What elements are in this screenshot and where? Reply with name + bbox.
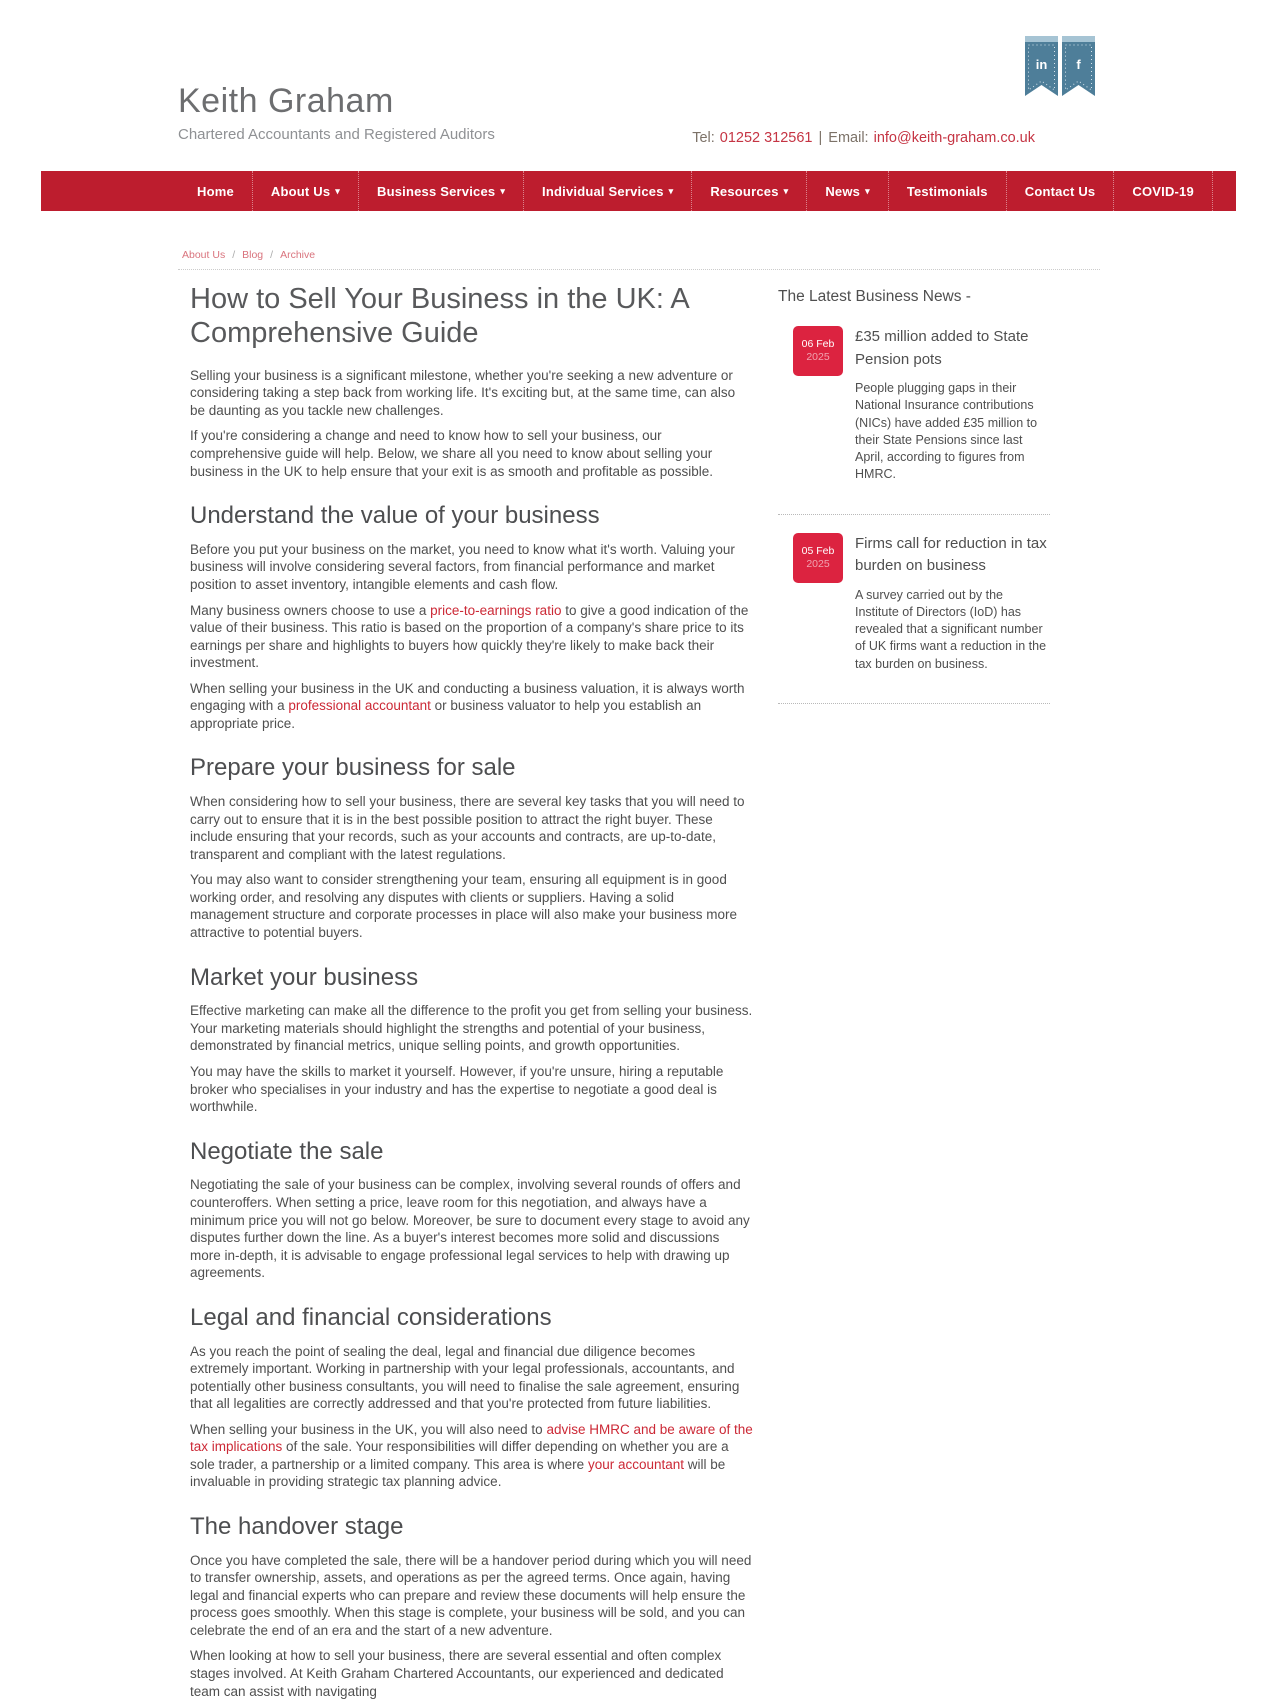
article-paragraph: When looking at how to sell your business, there are several essential and often complex stages involved. At Keith Graham Chartered Accountants, our experienced and dedicated team can assist with navigating (190, 1648, 724, 1699)
news-title-link[interactable]: Firms call for reduction in tax burden on business (855, 534, 1047, 574)
news-sidebar (778, 283, 1050, 722)
inline-link[interactable]: advise HMRC and be aware of the tax implications (190, 1421, 753, 1455)
article-paragraph: You may also want to consider strengthening your team, ensuring all equipment is in good working order, and resolving any disputes with clients or suppliers. Having a solid management structure and corporate processes in place will also make your business more attractive to potential buyers. (190, 872, 738, 941)
nav-item-resources[interactable]: Resources ▾ (692, 171, 807, 211)
date-day: 05 Feb (801, 544, 835, 557)
section-heading: Market your business (190, 963, 419, 991)
breadcrumb (178, 249, 1100, 270)
breadcrumb-link[interactable]: Archive (280, 249, 316, 261)
article-paragraph: Before you put your business on the market, you need to know what it's worth. Valuing your business will involve considering several factors, from financial performance and market position to asset inventory, intangible elements and cash flow. (190, 541, 735, 593)
social-ribbons (1025, 36, 1095, 96)
chevron-down-icon: ▾ (335, 185, 341, 196)
breadcrumb-separator: / (232, 249, 236, 261)
inline-link[interactable]: your accountant (587, 1456, 685, 1472)
logo-subtitle: Chartered Accountants and Registered Auditors (178, 126, 495, 143)
article-paragraph: Negotiating the sale of your business can be complex, involving several rounds of offers and counteroffers. When setting a price, leave room for this negotiation, and always have a minimum price you will not go below. Moreover, be sure to document every stage to avoid any disputes further down the line. As a buyer's interest becomes more solid and discussions more in-depth, it is advisable to engage professional legal services to help with drawing up agreements. (190, 1177, 750, 1281)
nav-item-covid-19[interactable]: COVID-19 (1114, 171, 1213, 211)
news-body: People plugging gaps in their National Insurance contributions (NICs) have added £35 million to their State Pensions since last April, according to figures from HMRC. (855, 381, 1038, 482)
date-badge (793, 326, 843, 376)
news-item (778, 326, 1050, 515)
article-paragraph: As you reach the point of sealing the deal, legal and financial due diligence becomes extremely important. Working in partnership with your legal professionals, accountants, and potentially other business consultants, you will need to finalise the sale agreement, ensuring that all legalities are correctly addressed and that you're protected from future liabilities. (190, 1343, 740, 1412)
news-text (855, 533, 1050, 673)
article-paragraph: Many business owners choose to use a price-to-earnings ratio to give a good indication of the value of their business. This ratio is based on the proportion of a company's share price to its earnings per share and highlights to buyers how quickly they're likely to make back their investment. (190, 602, 749, 671)
nav-item-individual-services[interactable]: Individual Services ▾ (524, 171, 692, 211)
inline-link[interactable]: professional accountant (288, 698, 431, 714)
article-paragraph: When selling your business in the UK and conducting a business valuation, it is always worth engaging with a professional accountant or business valuator to help you establish an appropriate price. (190, 680, 745, 731)
section-heading: Negotiate the sale (190, 1137, 384, 1165)
main-nav (41, 171, 1236, 211)
breadcrumb-separator: / (270, 249, 274, 261)
nav-item-news[interactable]: News ▾ (807, 171, 888, 211)
article (190, 283, 753, 1708)
chevron-down-icon: ▾ (500, 185, 506, 196)
news-text (855, 326, 1050, 484)
nav-item-business-services[interactable]: Business Services ▾ (359, 171, 524, 211)
date-badge (793, 533, 843, 583)
email-link[interactable]: info@keith-graham.co.uk (873, 130, 1035, 146)
site-header (0, 0, 1275, 171)
nav-item-about-us[interactable]: About Us ▾ (253, 171, 359, 211)
linkedin-icon[interactable] (1025, 36, 1058, 96)
facebook-glyph: f (1076, 57, 1081, 72)
date-year: 2025 (806, 557, 830, 570)
article-paragraph: You may have the skills to market it yourself. However, if you're unsure, hiring a reputable broker who specialises in your industry and has the expertise to negotiate a good deal is worthwhile. (190, 1064, 724, 1115)
nav-list (41, 171, 1236, 211)
date-day: 06 Feb (801, 338, 835, 351)
article-paragraph: Once you have completed the sale, there will be a handover period during which you will need to transfer ownership, assets, and operations as per the agreed terms. Once again, having legal and financial experts who can prepare and review these documents will help ensure the process goes smoothly. When this stage is complete, your business will be sold, and you can celebrate the end of an era and the start of a new adventure. (190, 1552, 752, 1638)
contact-separator: | (818, 130, 823, 146)
news-item (778, 533, 1050, 704)
chevron-down-icon: ▾ (668, 185, 674, 196)
email-label: Email: (828, 130, 869, 146)
section-heading: Understand the value of your business (190, 502, 600, 530)
contact-line (178, 130, 1035, 146)
date-year: 2025 (806, 351, 830, 363)
nav-item-home[interactable]: Home (179, 171, 253, 211)
article-paragraph: When selling your business in the UK, you will also need to advise HMRC and be aware of the tax implications of the sale. Your responsibilities will differ depending on whether you are a sole trader, a partnership or a limited company. This area is where your accountant will be invaluable in providing strategic tax planning advice. (190, 1421, 753, 1490)
news-title-link[interactable]: £35 million added to State Pension pots (855, 328, 1029, 368)
article-sections (190, 367, 753, 1700)
section-heading: The handover stage (190, 1512, 404, 1540)
linkedin-glyph: in (1035, 57, 1048, 72)
article-paragraph: Effective marketing can make all the difference to the profit you get from selling your business. Your marketing materials should highlight the strengths and potential of your business, demonstrated by financial metrics, unique selling points, and growth opportunities. (190, 1003, 753, 1054)
logo-title: Keith Graham (178, 82, 394, 120)
chevron-down-icon: ▾ (865, 185, 870, 196)
article-paragraph: If you're considering a change and need to know how to sell your business, our comprehensive guide will help. Below, we share all you need to know about selling your business in the UK to help ensure that your exit is as smooth and profitable as possible. (190, 428, 714, 479)
sidebar-heading: The Latest Business News - (778, 288, 971, 305)
article-paragraph: When considering how to sell your business, there are several key tasks that you will need to carry out to ensure that it is in the best possible position to attract the right buyer. These include ensuring that your records, such as your accounts and contracts, are up-to-date, transparent and compliant with the latest regulations. (190, 794, 745, 862)
breadcrumb-link[interactable]: About Us (182, 249, 226, 261)
inline-link[interactable]: price-to-earnings ratio (430, 602, 562, 618)
facebook-icon[interactable] (1062, 36, 1095, 96)
news-body: A survey carried out by the Institute of Directors (IoD) has revealed that a significant number of UK firms want a reduction in the tax burden on business. (855, 587, 1047, 671)
chevron-down-icon: ▾ (783, 185, 789, 196)
breadcrumb-link[interactable]: Blog (242, 249, 264, 261)
nav-item-testimonials[interactable]: Testimonials (889, 171, 1007, 211)
tel-label: Tel: (692, 130, 715, 146)
tel-link[interactable]: 01252 312561 (719, 130, 813, 146)
nav-item-contact-us[interactable]: Contact Us (1007, 171, 1115, 211)
section-heading: Legal and financial considerations (190, 1303, 552, 1331)
section-heading: Prepare your business for sale (190, 754, 516, 782)
news-list (778, 326, 1050, 704)
page-title: How to Sell Your Business in the UK: A Comprehensive Guide (190, 283, 689, 349)
article-paragraph: Selling your business is a significant milestone, whether you're seeking a new adventure or considering taking a step back from working life. It's exciting but, at the same time, can also be daunting as you tackle new challenges. (190, 367, 736, 418)
main-content (190, 283, 1050, 1708)
